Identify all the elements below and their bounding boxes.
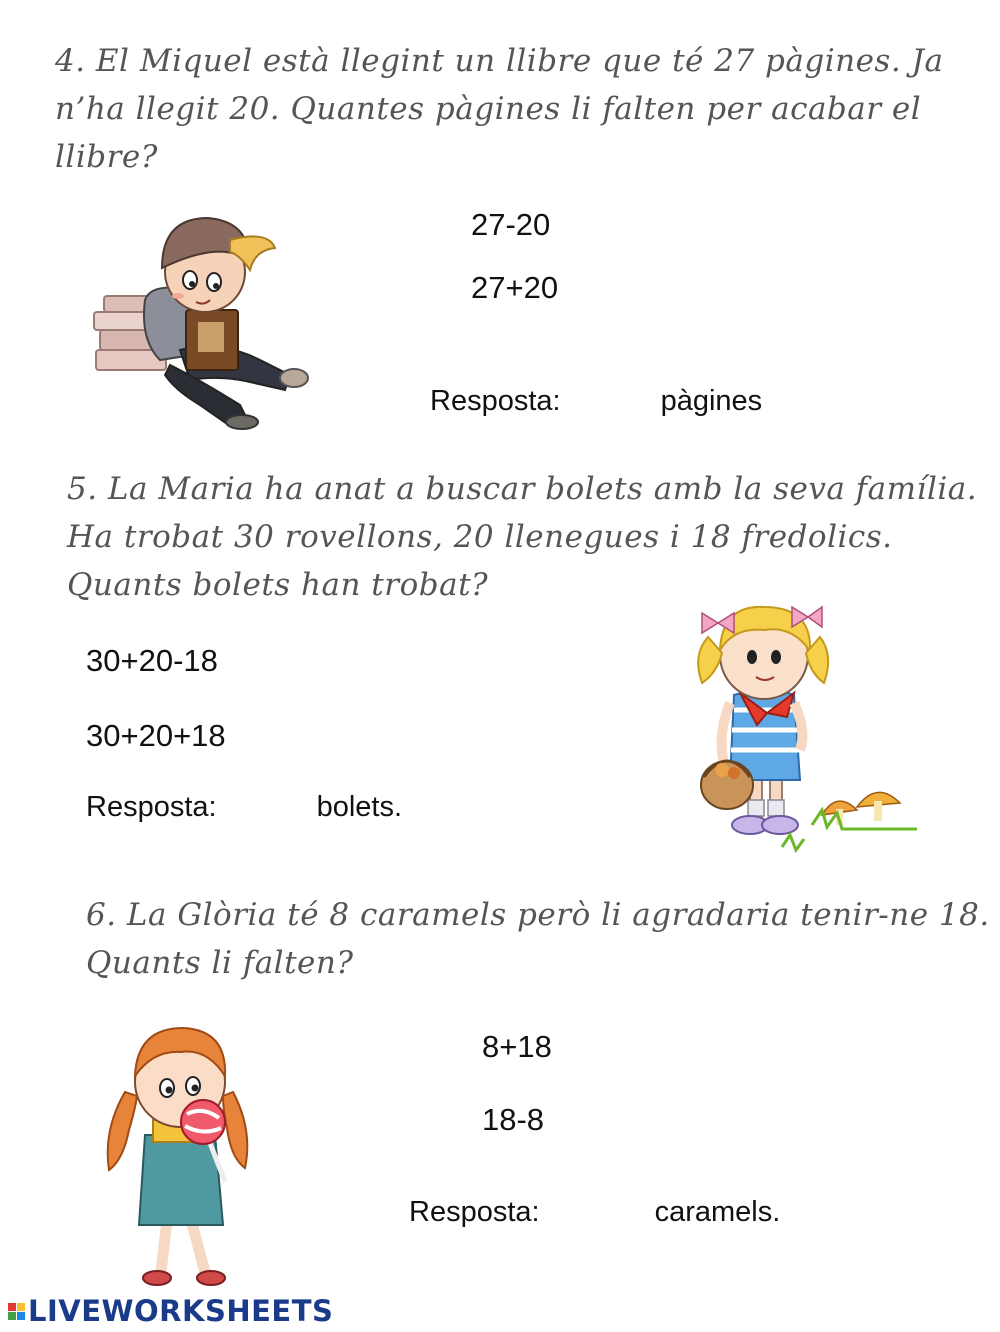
question-4-line-1: 4. El Miquel està llegint un llibre que té 27 pàgines. Ja [55,43,944,79]
question-6-option-2[interactable]: 18-8 [482,1102,545,1137]
question-4-option-2[interactable]: 27+20 [471,270,559,305]
girl-with-lollipop-icon [95,1010,255,1292]
logo-square-blue [17,1312,25,1320]
boy-reading-icon [90,200,315,430]
girl-with-mushroom-basket-icon [672,585,917,860]
question-5-answer [86,791,402,824]
question-4-answer [430,385,762,418]
question-6-answer-label: Resposta: [409,1196,540,1228]
question-4-answer-unit: pàgines [660,385,763,417]
question-6-line-2: Quants li falten? [86,945,354,981]
liveworksheets-brand: LIVEWORKSHEETS [28,1294,334,1328]
question-6-line-1: 6. La Glòria té 8 caramels però li agradaria tenir-ne 18. [86,897,990,933]
logo-square-red [8,1303,16,1311]
question-5-answer-label: Resposta: [86,791,217,823]
liveworksheets-logo-icon [8,1303,25,1320]
logo-square-green [8,1312,16,1320]
question-6-answer-unit: caramels. [654,1196,781,1228]
question-4-option-1[interactable]: 27-20 [471,207,551,242]
question-5-option-1[interactable]: 30+20-18 [86,643,218,678]
logo-square-yellow [17,1303,25,1311]
question-6-prompt [86,891,990,987]
question-5-option-2[interactable]: 30+20+18 [86,718,226,753]
liveworksheets-logo[interactable] [8,1294,333,1328]
question-4-prompt [55,37,943,181]
question-5-answer-unit: bolets. [316,791,403,823]
question-6-option-1[interactable]: 8+18 [482,1029,552,1064]
question-6-answer [409,1196,780,1229]
question-5-line-2: Ha trobat 30 rovellons, 20 llenegues i 18 fredolics. [67,519,893,555]
question-4-answer-label: Resposta: [430,385,561,417]
question-4-line-3: llibre? [55,139,158,175]
question-5-line-1: 5. La Maria ha anat a buscar bolets amb la seva família. [67,471,978,507]
question-5-line-3: Quants bolets han trobat? [67,567,489,603]
question-4-line-2: n’ha llegit 20. Quantes pàgines li falten per acabar el [55,91,922,127]
